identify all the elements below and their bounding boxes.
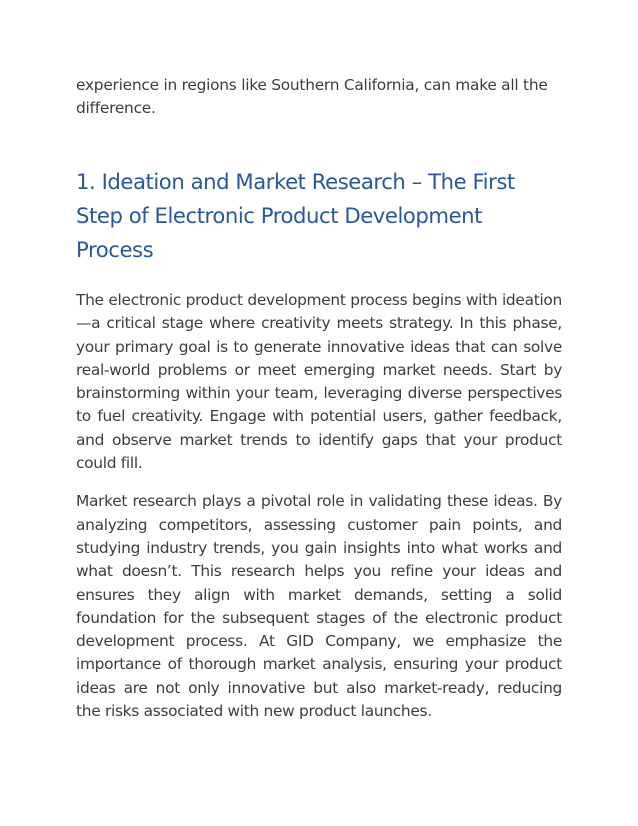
body-paragraph-market-research: Market research plays a pivotal role in validating these ideas. By analyzing competitors, assessing customer pain points, and studying industry trends, you gain insights into what works and what doesn’t. This research helps you refine your ideas and ensures they align with market demands, setting a solid foundation for the subsequent stages of the electronic product development process. At GID Company, we emphasize the importance of thorough market analysis, ensuring your product ideas are not only innovative but also market-ready, reducing the risks associated with new product launches. <box>76 492 562 721</box>
document-page <box>76 74 562 723</box>
section-heading: 1. Ideation and Market Research – The First Step of Electronic Product Development Process <box>76 169 515 262</box>
body-paragraph-ideation: The electronic product development process begins with ideation—a critical stage where creativity meets strategy. In this phase, your primary goal is to generate innovative ideas that can solve real-world problems or meet emerging market needs. Start by brainstorming within your team, leveraging diverse perspectives to fuel creativity. Engage with potential users, gather feedback, and observe market trends to identify gaps that your product could fill. <box>76 291 562 473</box>
intro-text: experience in regions like Southern California, can make all the difference. <box>76 76 548 117</box>
